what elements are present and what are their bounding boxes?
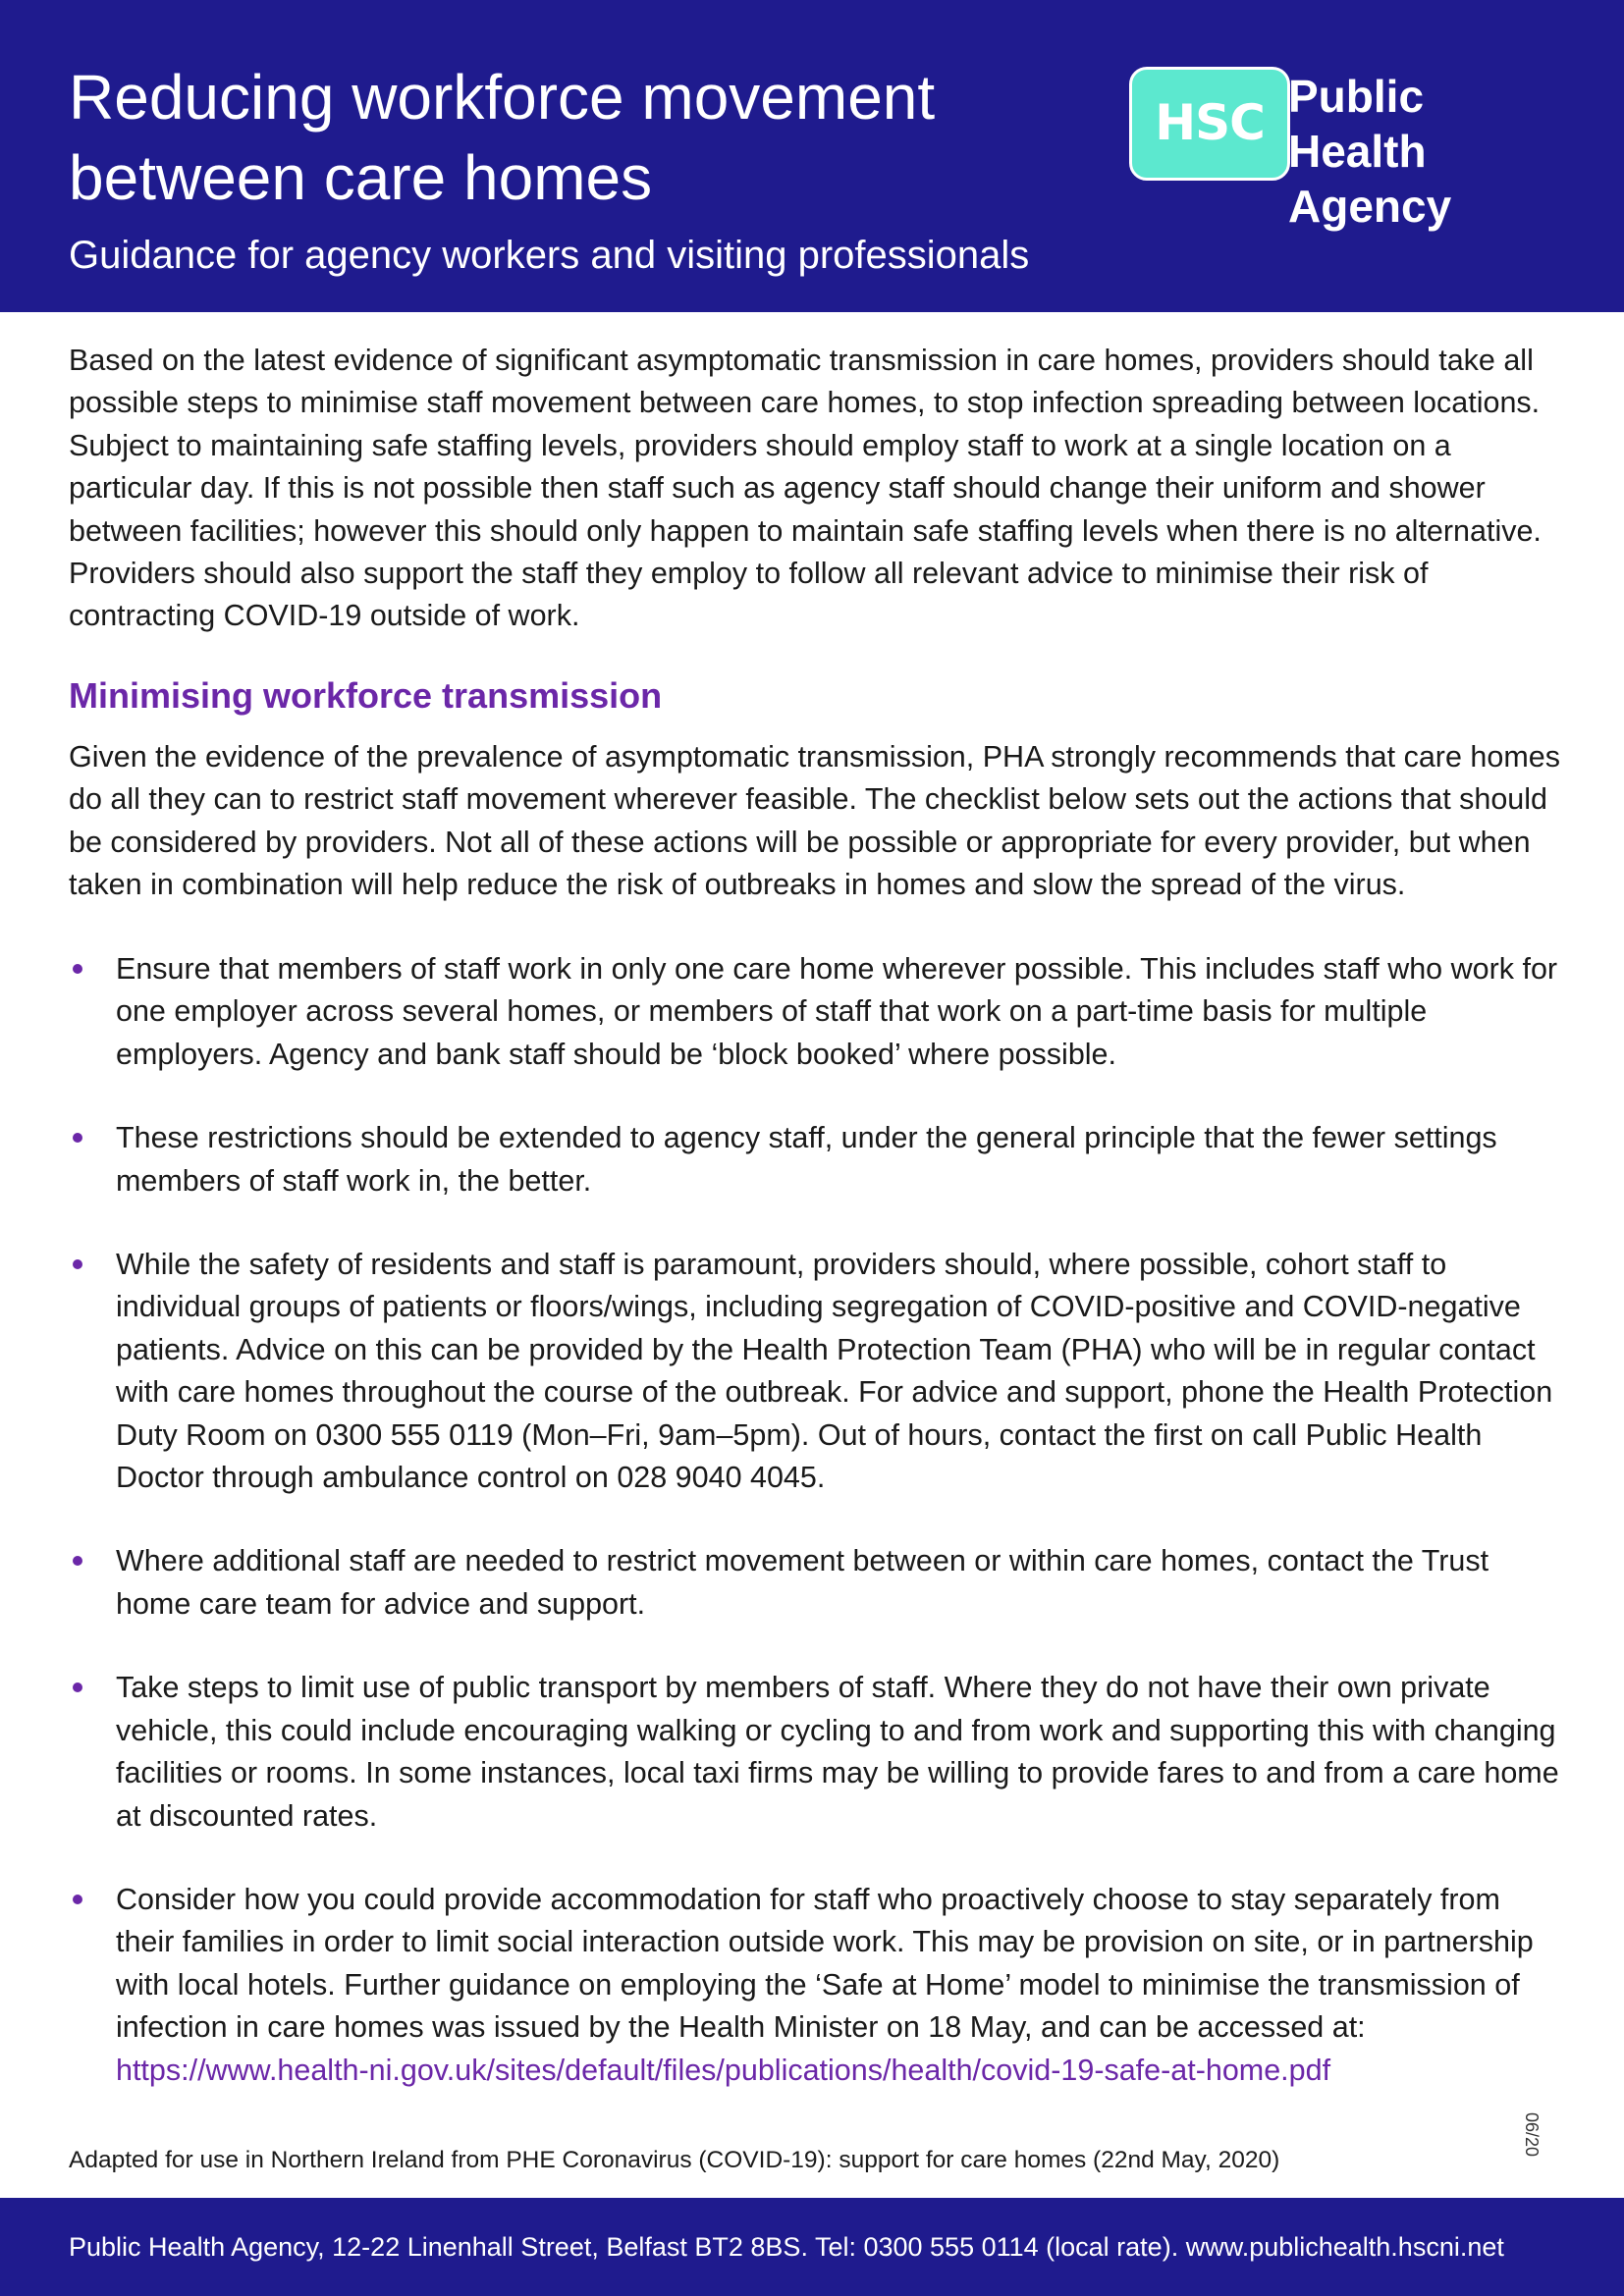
list-item-text: Where additional staff are needed to restrict movement between or within care homes, contact the Trust home care team for advice and support. xyxy=(116,1544,1489,1621)
section-intro-paragraph: Given the evidence of the prevalence of asymptomatic transmission, PHA strongly recommends that care homes do all they can to restrict staff movement wherever feasible. The checklist below sets out the actions that should be considered by providers. Not all of these actions will be possible or appropriate for every provider, but when taken in combination will help reduce the risk of outbreaks in homes and slow the spread of the virus. xyxy=(69,740,1560,902)
section-heading: Minimising workforce transmission xyxy=(69,675,663,716)
logo-name-line2: Agency xyxy=(1288,181,1452,232)
hsc-logo-badge xyxy=(1129,67,1290,181)
list-item xyxy=(69,1117,1561,1202)
bullet-icon xyxy=(73,1133,82,1143)
bullet-icon xyxy=(73,1682,82,1692)
hsc-logo-text: HSC xyxy=(1155,94,1265,151)
intro-paragraph: Based on the latest evidence of significant asymptomatic transmission in care homes, providers should take all possible steps to minimise staff movement between care homes, to stop infection spreading between locations. Subject to maintaining safe staffing levels, providers should employ staff to work at a single location on a particular day. If this is not possible then staff such as agency staff should change their uniform and shower between facilities; however this should only happen to maintain safe staffing levels when there is no alternative. Providers should also support the staff they employ to follow all relevant advice to minimise their risk of contracting COVID-19 outside of work. xyxy=(69,344,1542,633)
header-banner xyxy=(0,0,1624,312)
footer-contact: Public Health Agency, 12-22 Linenhall Street, Belfast BT2 8BS. Tel: 0300 555 0114 (local rate). www.publichealth.hscni.net xyxy=(69,2232,1504,2262)
hsc-pha-logo xyxy=(1129,67,1561,232)
list-item xyxy=(69,1540,1561,1626)
bullet-icon xyxy=(73,1895,82,1904)
list-item-text: Take steps to limit use of public transport by members of staff. Where they do not have their own private vehicle, this could include encouraging walking or cycling to and from work and supporting this with changing facilities or rooms. In some instances, local taxi firms may be willing to provide fares to and from a care home at discounted rates. xyxy=(116,1671,1559,1833)
page-subtitle: Guidance for agency workers and visiting professionals xyxy=(69,234,1030,277)
checklist xyxy=(69,948,1561,2133)
page-title: Reducing workforce movement between care homes xyxy=(69,62,936,213)
list-item-text: Ensure that members of staff work in only one care home wherever possible. This includes staff who work for one employer across several homes, or members of staff that work on a part-time basis for multiple employers. Agency and bank staff should be ‘block booked’ where possible. xyxy=(116,952,1558,1071)
adapted-note: Adapted for use in Northern Ireland from PHE Coronavirus (COVID-19): support for care homes (22nd May, 2020) xyxy=(69,2147,1280,2173)
list-item-text: These restrictions should be extended to agency staff, under the general principle that the fewer settings members of staff work in, the better. xyxy=(116,1121,1497,1198)
logo-name-line1: Public Health xyxy=(1288,71,1427,177)
list-item xyxy=(69,948,1561,1076)
bullet-icon xyxy=(73,964,82,974)
list-item xyxy=(69,1244,1561,1499)
list-item xyxy=(69,1879,1561,2092)
date-code: 06/20 xyxy=(1522,2112,1542,2158)
pha-logo-name xyxy=(1288,69,1561,234)
bullet-icon xyxy=(73,1556,82,1566)
safe-at-home-link[interactable]: https://www.health-ni.gov.uk/sites/default/files/publications/health/covid-19-safe-at-home.pdf xyxy=(116,2053,1331,2087)
bullet-icon xyxy=(73,1259,82,1269)
footer-bar xyxy=(0,2198,1624,2296)
list-item-text: While the safety of residents and staff is paramount, providers should, where possible, cohort staff to individual groups of patients or floors/wings, including segregation of COVID-positive and COVID-negative patients. Advice on this can be provided by the Health Protection Team (PHA) who will be in regular contact with care homes throughout the course of the outbreak. For advice and support, phone the Health Protection Duty Room on 0300 555 0119 (Mon–Fri, 9am–5pm). Out of hours, contact the first on call Public Health Doctor through ambulance control on 028 9040 4045. xyxy=(116,1248,1553,1495)
list-item-text: Consider how you could provide accommodation for staff who proactively choose to stay separately from their families in order to limit social interaction outside work. This may be provision on site, or in partnership with local hotels. Further guidance on employing the ‘Safe at Home’ model to minimise the transmission of infection in care homes was issued by the Health Minister on 18 May, and can be accessed at: xyxy=(116,1882,1534,2045)
list-item xyxy=(69,1667,1561,1838)
